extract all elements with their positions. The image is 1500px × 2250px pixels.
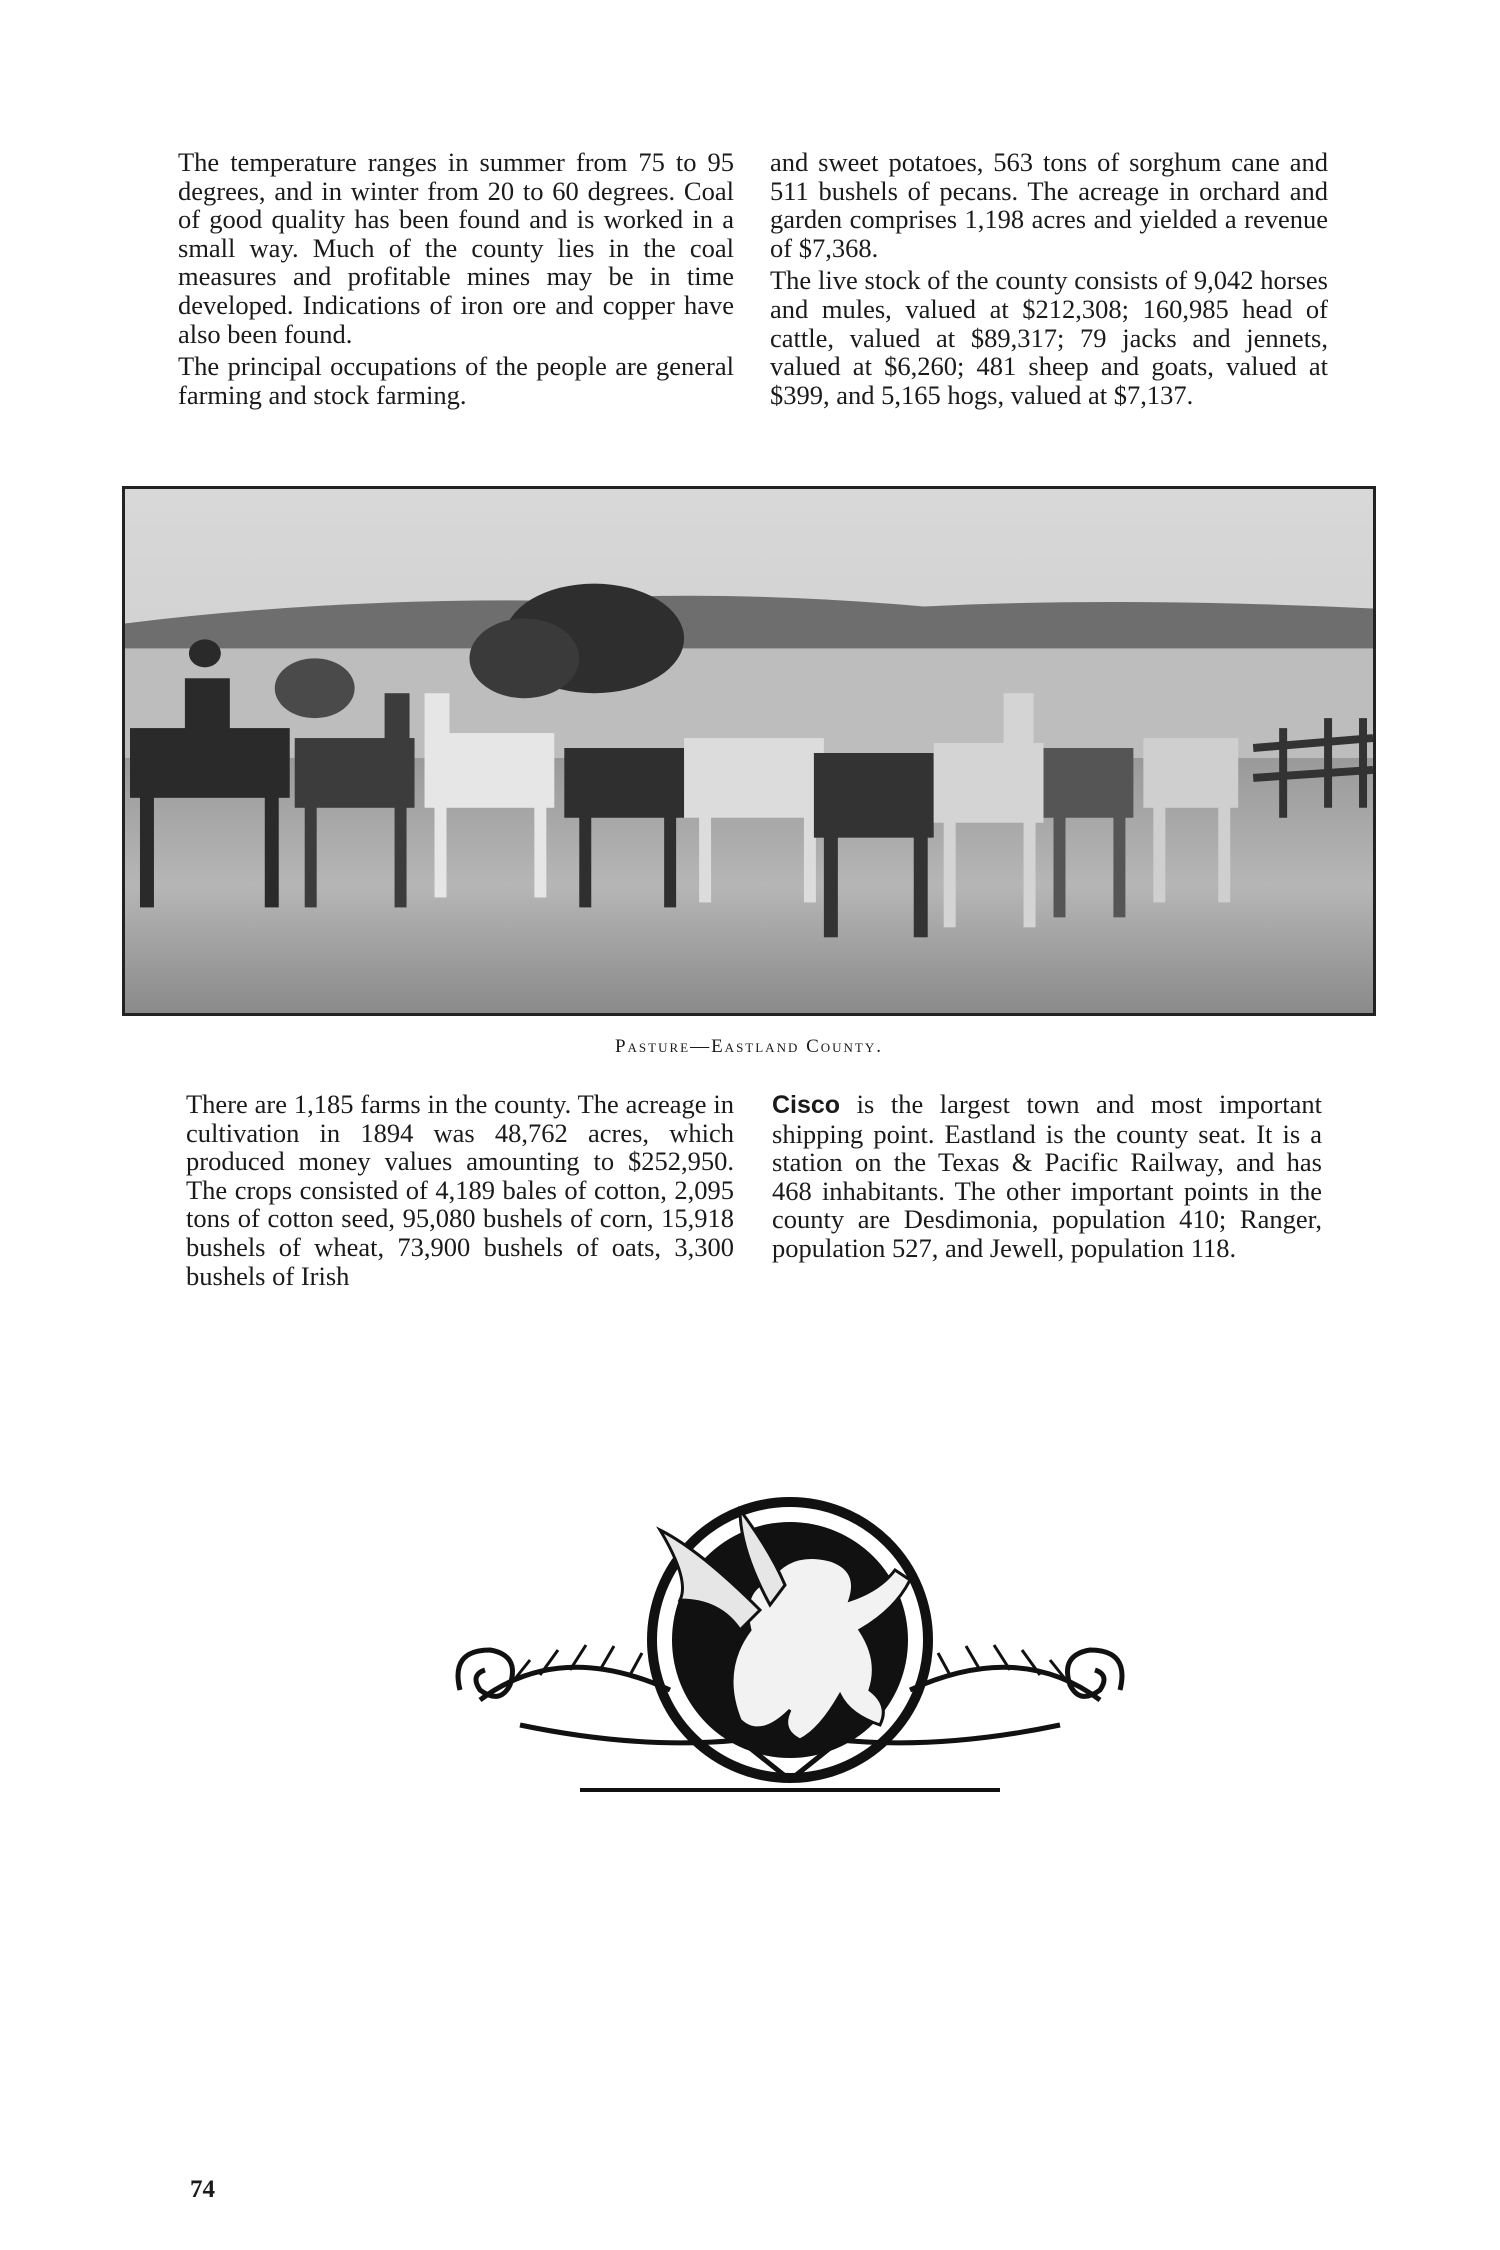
text-column-bottom-left	[186, 1090, 734, 1290]
paragraph-temperature: The temperature ranges in summer from 75 to 95 degrees, and in winter from 20 to 60 degrees. Coal of good quality has been found and is worked in a small way. Much of the county lies in the coal measures and profitable mines may be in time developed. Indications of iron ore and copper have also been found.	[178, 147, 734, 349]
paragraph-occupations: The principal occupations of the people are general farming and stock farming.	[178, 351, 734, 410]
text-column-bottom-right	[772, 1090, 1322, 1263]
towns-text: is the largest town and most important shipping point. Eastland is the county seat. It is a station on the Texas & Pacific Railway, and has 468 inhabitants. The other important points in the county are Desdimonia, population 410; Ranger, population 527, and Jewell, population 118.	[772, 1089, 1322, 1263]
griffin-ornament-icon	[440, 1490, 1140, 1830]
text-column-top-left	[178, 148, 734, 409]
paragraph-towns	[772, 1090, 1322, 1263]
pasture-photograph	[122, 486, 1376, 1016]
paragraph-farms: There are 1,185 farms in the county. The acreage in cultivation in 1894 was 48,762 acres, which produced money values amounting to $252,950. The crops consisted of 4,189 bales of cotton, 2,095 tons of cotton seed, 95,080 bushels of corn, 15,918 bushels of wheat, 73,900 bushels of oats, 3,300 bushels of Irish	[186, 1089, 734, 1291]
page-number: 74	[190, 2176, 215, 2203]
cisco-lead-word: Cisco	[772, 1091, 841, 1119]
paragraph-crops-continued: and sweet potatoes, 563 tons of sorghum cane and 511 bushels of pecans. The acreage in orchard and garden comprises 1,198 acres and yielded a revenue of $7,368.	[770, 147, 1328, 263]
paragraph-livestock: The live stock of the county consists of 9,042 horses and mules, valued at $212,308; 160,985 head of cattle, valued at $89,317; 79 jacks and jennets, valued at $6,260; 481 sheep and goats, valued at $399, and 5,165 hogs, valued at $7,137.	[770, 265, 1328, 410]
text-column-top-right	[770, 148, 1328, 409]
photo-caption: Pasture—Eastland County.	[614, 1036, 884, 1057]
